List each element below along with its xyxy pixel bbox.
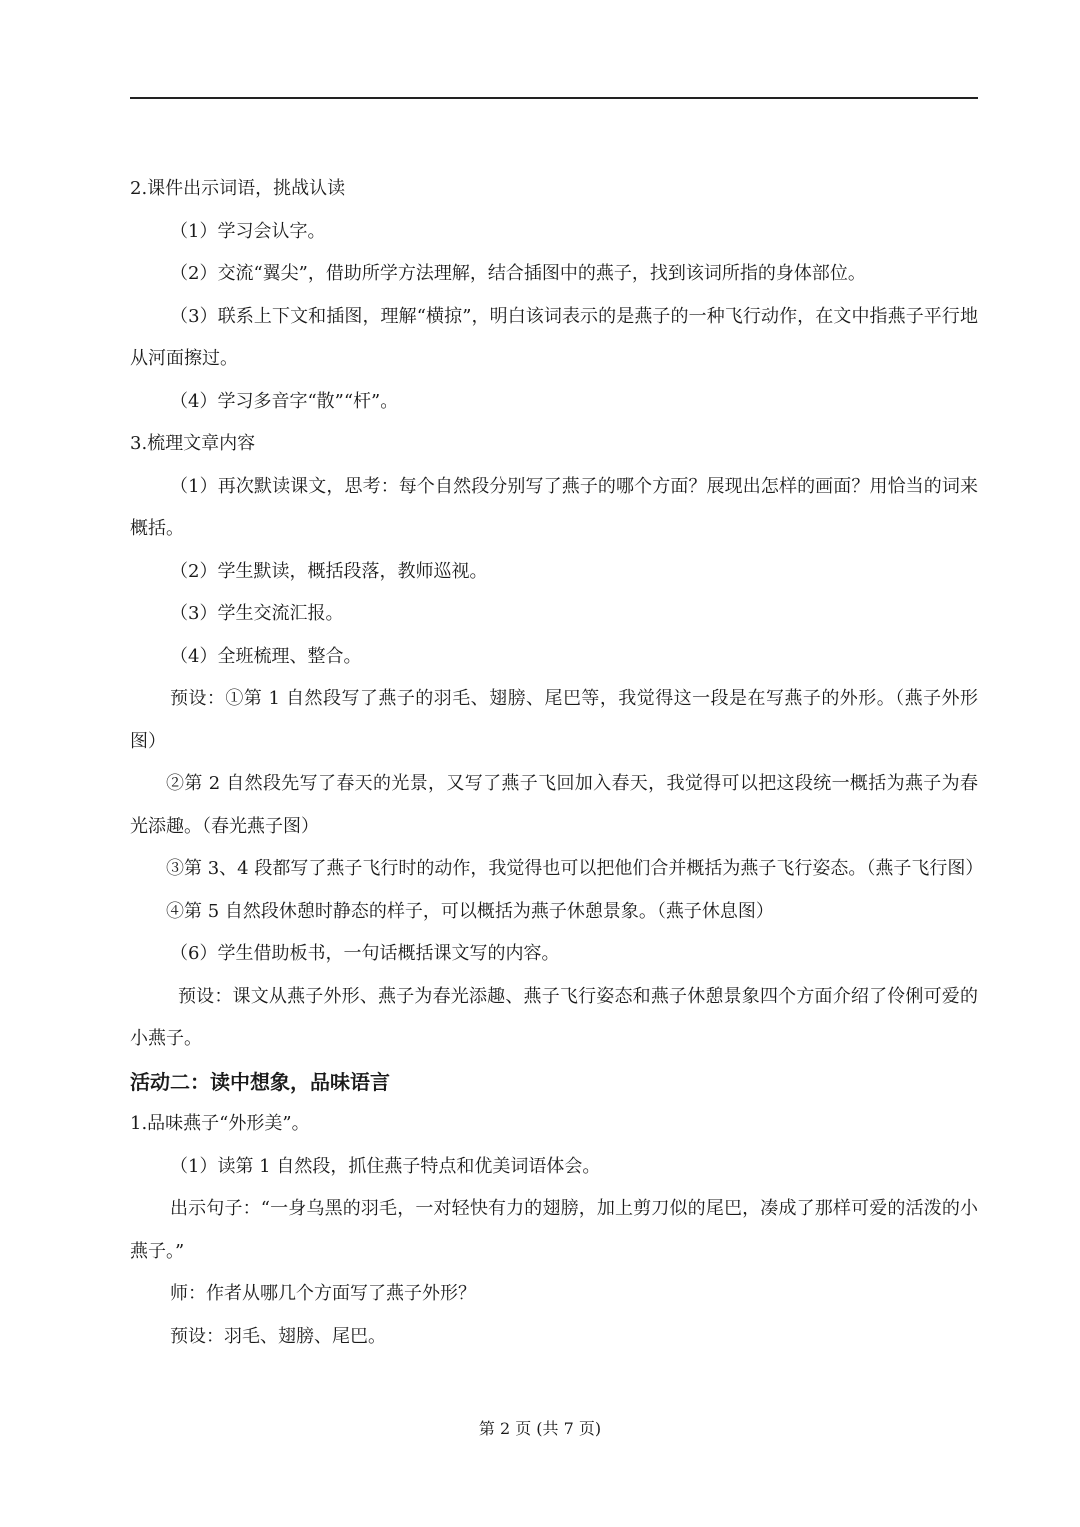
sub-item: （2）交流“翼尖”，借助所学方法理解，结合插图中的燕子，找到该词所指的身体部位。: [170, 263, 866, 284]
item-1-heading: 1.品味燕子“外形美”。: [130, 1113, 310, 1134]
page-number: 第 2 页 (共 7 页): [478, 1419, 602, 1438]
sub-item: （6）学生借助板书，一句话概括课文写的内容。: [170, 943, 560, 964]
sub-item: （3）联系上下文和插图，理解“横掠”，明白该词表示的是燕子的一种飞行动作，在文中指燕子平行地从河面擦过。: [130, 305, 978, 369]
quote-paragraph: 出示句子：“一身乌黑的羽毛，一对轻快有力的翅膀，加上剪刀似的尾巴，凑成了那样可爱的活泼的小燕子。”: [130, 1198, 978, 1262]
header-rule: [130, 97, 978, 99]
sub-item: （1）再次默读课文，思考：每个自然段分别写了燕子的哪个方面？展现出怎样的画面？用恰当的词来概括。: [130, 475, 978, 539]
sub-item: （4）全班梳理、整合。: [170, 645, 362, 667]
sub-item: （1）学习会认字。: [170, 220, 326, 242]
activity-heading: 活动二：读中想象，品味语言: [130, 1069, 390, 1094]
item-3-heading: 3.梳理文章内容: [130, 433, 256, 454]
sub-item: （2）学生默读，概括段落，教师巡视。: [170, 560, 488, 582]
sub-item: （4）学习多音字“散”“杆”。: [170, 390, 399, 412]
preset-paragraph: ②第 2 自然段先写了春天的光景，又写了燕子飞回加入春天，我觉得可以把这段统一概括为燕子为春光添趣。（春光燕子图）: [130, 773, 978, 837]
sub-item: （3）学生交流汇报。: [170, 603, 344, 624]
sub-item: （1）读第 1 自然段，抓住燕子特点和优美词语体会。: [170, 1155, 601, 1177]
body-text: [130, 168, 984, 1358]
preset-answer: 预设：羽毛、翅膀、尾巴。: [170, 1325, 386, 1347]
preset-paragraph: 预设：课文从燕子外形、燕子为春光添趣、燕子飞行姿态和燕子休憩景象四个方面介绍了伶俐可爱的小燕子。: [130, 985, 978, 1049]
teacher-question: 师：作者从哪几个方面写了燕子外形？: [170, 1283, 476, 1304]
preset-paragraph: ④第 5 自然段休憩时静态的样子，可以概括为燕子休憩景象。（燕子休息图）: [166, 900, 774, 922]
preset-paragraph: ③第 3、4 段都写了燕子飞行时的动作，我觉得也可以把他们合并概括为燕子飞行姿态。（燕子飞行图）: [166, 858, 984, 879]
preset-paragraph: 预设：①第 1 自然段写了燕子的羽毛、翅膀、尾巴等，我觉得这一段是在写燕子的外形。（燕子外形图）: [130, 688, 978, 752]
item-2-heading: 2.课件出示词语，挑战认读: [130, 178, 346, 199]
